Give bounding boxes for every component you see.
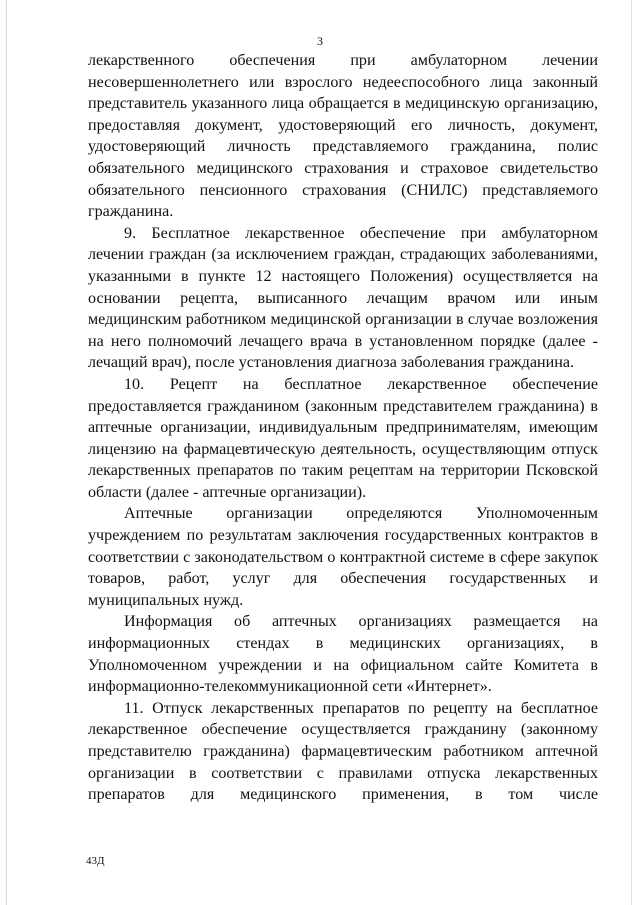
paragraph-item-11: 11. Отпуск лекарственных препаратов по рецепту на бесплатное лекарственное обеспечение осуществляется гражданину (законному представителю гражданина) фармацевтическим работником аптечной организации в соответствии с правилами отпуска лекарственных препаратов для медицинского применения, в том числе	[88, 699, 598, 804]
footer-document-code: 43Д	[86, 855, 105, 867]
paragraph-item-9: 9. Бесплатное лекарственное обеспечение при амбулаторном лечении граждан (за исключением граждан, страдающих заболеваниями, указанными в пункте 12 настоящего Положения) осуществляется на основании рецепта, выписанного лечащим врачом или иным медицинским работником медицинской организации в случае возложения на него полномочий лечащего врача в установленном порядке (далее - лечащий врач), после установления диагноза заболевания гражданина.	[88, 224, 598, 372]
document-body	[88, 50, 598, 806]
paragraph-intro-continuation: лекарственного обеспечения при амбулаторном лечении несовершеннолетнего или взрослого недееспособного лица законный представитель указанного лица обращается в медицинскую организацию, предоставляя документ, удостоверяющий его личность, документ, удостоверяющий личность представляемого гражданина, полис обязательного медицинского страхования и страховое свидетельство обязательного пенсионного страхования (СНИЛС) представляемого гражданина.	[88, 52, 598, 221]
scan-edge-left	[6, 0, 7, 905]
paragraph-item-10: 10. Рецепт на бесплатное лекарственное обеспечение предоставляется гражданином (законным представителем гражданина) в аптечные организации, индивидуальным предпринимателям, имеющим лицензию на фармацевтическую деятельность, осуществляющим отпуск лекарственных препаратов по таким рецептам на территории Псковской области (далее - аптечные организации).	[88, 375, 598, 501]
scan-edge-right	[631, 0, 632, 905]
page-number: 3	[317, 34, 323, 48]
paragraph-pharmacy-information: Информация об аптечных организациях размещается на информационных стендах в медицинских организациях, в Уполномоченном учреждении и на официальном сайте Комитета в информационно-телекоммуникационной сети «Интернет».	[88, 613, 598, 696]
paragraph-pharmacy-selection: Аптечные организации определяются Уполномоченным учреждением по результатам заключения государственных контрактов в соответствии с законодательством о контрактной системе в сфере закупок товаров, работ, услуг для обеспечения государственных и муниципальных нужд.	[88, 505, 598, 609]
